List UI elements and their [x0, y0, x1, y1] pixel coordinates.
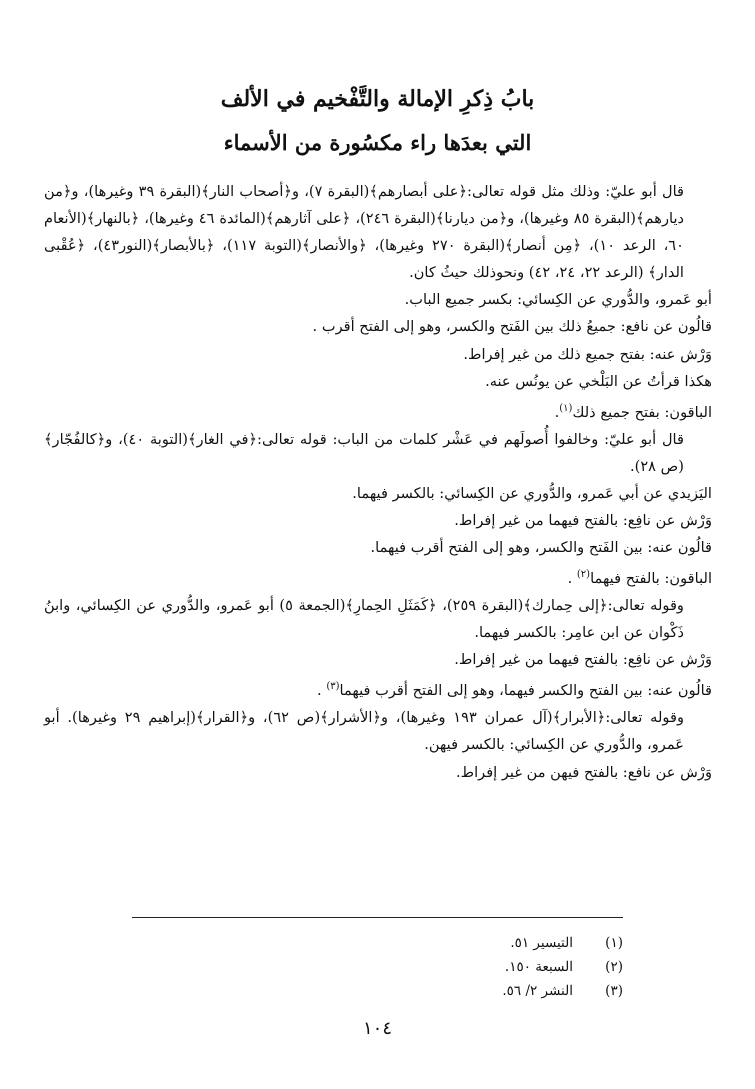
paragraph: وقوله تعالى:﴿إلى حِمارك﴾(البقرة ٢٥٩)، ﴿كَمَثَلِ الحِمارِ﴾(الجمعة ٥) أبو عَمرو، والدُّوري عن الكِسائي، وابنُ ذَكْوان عن ابن عامِر: بالكسر فيهما.: [44, 597, 684, 642]
page-number: ١٠٤: [362, 1018, 392, 1039]
paragraph: هكذا قرأتُ عن البَلْخي عن يونُس عنه.: [485, 372, 712, 390]
paragraph-text: الباقون: بفتح جميع ذلك: [572, 403, 712, 421]
paragraph: قالُون عن نافع: جميعُ ذلك بين الفَتح والكسر، وهو إلى الفتح أقرب .: [312, 318, 712, 336]
paragraph: الباقون: بالفتح فيهما$^{(٢)}$ .: [567, 569, 712, 588]
footnote-number: (١): [605, 935, 623, 951]
paragraph: قال أبو عليّ: وذلك مثل قوله تعالى:﴿على أبصارهم﴾(البقرة ٧)، و﴿أصحاب النار﴾(البقرة ٣٩ وغيرها)، و﴿من ديارهم﴾(البقرة ٨٥ وغيرها)، و﴿من ديارنا﴾(البقرة ٢٤٦)، ﴿على آثارهم﴾(المائدة ٤٦ وغيرها)، ﴿بالنهار﴾(الأنعام ٦٠، الرعد ١٠)، ﴿مِن أنصار﴾(البقرة ٢٧٠ وغيرها)، ﴿والأنصار﴾(التوبة ١١٧)، ﴿بالأبصار﴾(النور٤٣)، ﴿عُقْبى الدار﴾ (الرعد ٢٢، ٢٤، ٤٢) ونحوذلك حيثُ كان.: [44, 183, 685, 282]
paragraph-text: قالُون عنه: بين الفتح والكسر فيهما، وهو إلى الفتح أقرب فيهما: [339, 682, 712, 700]
footnote-number: (٢): [605, 959, 623, 975]
paragraph: قال أبو عليّ: وخالفوا أُصولَهم في عَشْر كلمات من الباب: قوله تعالى:﴿في الغار﴾(التوبة ٤٠)، و﴿كالفُجّار﴾(ص ٢٨).: [44, 430, 684, 475]
footnote-ref: (٣): [326, 681, 340, 693]
paragraph: قالُون عنه: بين الفَتح والكسر، وهو إلى الفتح أقرب فيهما.: [370, 539, 712, 557]
chapter-title: بابُ ذِكرِ الإمالة والتَّفْخيم في الألف: [220, 86, 535, 112]
paragraph: وَرْش عن نافِع: بالفتح فيهما من غير إفراط.: [454, 511, 712, 529]
paragraph: الباقون: بفتح جميع ذلك$^{(١)}$.: [554, 402, 712, 421]
footnote-item: [132, 955, 623, 979]
footnote-item: [132, 979, 623, 1003]
footnote-ref: (١): [559, 402, 573, 414]
paragraph: وَرْش عن نافِع: بالفتح فيهما من غير إفراط.: [454, 651, 712, 669]
footnote-ref: (٢): [576, 569, 591, 581]
footnotes: [132, 931, 623, 1003]
footnote-text: السبعة ١٥٠.: [504, 959, 573, 975]
paragraph: وقوله تعالى:﴿الأبرار﴾(آل عمران ١٩٣ وغيرها)، و﴿الأشرار﴾(ص ٦٢)، و﴿القرار﴾(إبراهيم ٢٩ وغيرها). أبو عَمرو، والدُّوري عن الكِسائي: بالكسر فيهن.: [44, 709, 684, 754]
chapter-subtitle: التي بعدَها راء مكسُورة من الأسماء: [223, 130, 532, 155]
footnote-item: [132, 931, 623, 955]
footnote-text: التيسير ٥١.: [510, 935, 573, 951]
paragraph: اليَزيدي عن أبي عَمرو، والدُّوري عن الكِسائي: بالكسر فيهما.: [352, 484, 712, 502]
paragraph: أبو عَمرو، والدُّوري عن الكِسائي: بكسر جميع الباب.: [404, 291, 712, 309]
paragraph: وَرْش عنه: بفتح جميع ذلك من غير إفراط.: [463, 345, 712, 363]
footnote-divider: [132, 917, 623, 918]
paragraph: وَرْش عن نافع: بالفتح فيهن من غير إفراط.: [455, 763, 712, 781]
paragraph: قالُون عنه: بين الفتح والكسر فيهما، وهو إلى الفتح أقرب فيهما$^{(٣)}$ .: [317, 681, 712, 700]
footnote-number: (٣): [605, 983, 623, 999]
footnote-text: النشر ٢/ ٥٦.: [502, 983, 573, 999]
main-text: [44, 178, 712, 786]
paragraph-text: الباقون: بالفتح فيهما: [590, 570, 712, 588]
